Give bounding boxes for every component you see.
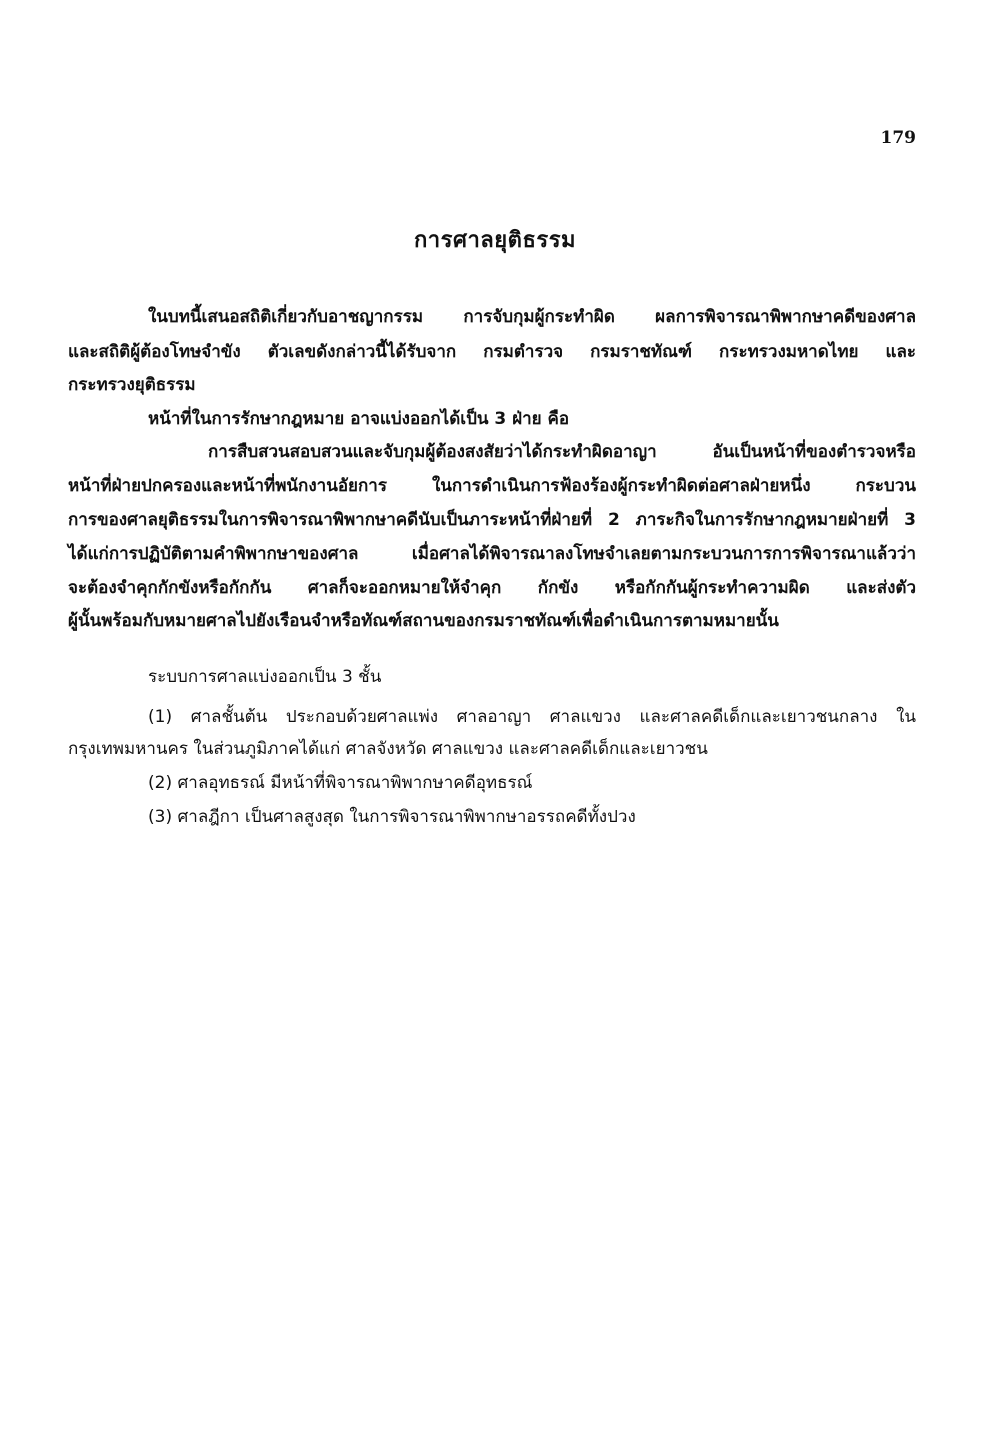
duties-line-2: หน้าที่ฝ่ายปกครองและหน้าที่พนักงานอัยการ ในการดำเนินการฟ้องร้องผู้กระทำผิดต่อศาลฝ่ายหนึ่ง กระบวน (68, 476, 916, 496)
page-number: 179 (880, 128, 916, 148)
court-item-1-line-1: (1) ศาลชั้นต้น ประกอบด้วยศาลแพ่ง ศาลอาญา ศาลแขวง และศาลคดีเด็กและเยาวชนกลาง ใน (148, 707, 916, 727)
court-item-2: (2) ศาลอุทธรณ์ มีหน้าที่พิจารณาพิพากษาคดีอุทธรณ์ (148, 773, 533, 793)
duties-line-3: การของศาลยุติธรรมในการพิจารณาพิพากษาคดีนับเป็นภาระหน้าที่ฝ่ายที่ 2 ภาระกิจในการรักษากฎหมายฝ่ายที่ 3 (68, 510, 916, 530)
intro-line-1: ในบทนี้เสนอสถิติเกี่ยวกับอาชญากรรม การจับกุมผู้กระทำผิด ผลการพิจารณาพิพากษาคดีของศาล (148, 307, 916, 327)
court-item-1-line-2: กรุงเทพมหานคร ในส่วนภูมิภาคได้แก่ ศาลจังหวัด ศาลแขวง และศาลคดีเด็กและเยาวชน (68, 739, 708, 759)
page-title: การศาลยุติธรรม (413, 228, 577, 253)
duties-line-4: ได้แก่การปฏิบัติตามคำพิพากษาของศาล เมื่อศาลได้พิจารณาลงโทษจำเลยตามกระบวนการการพิจารณาแล้วว่า (68, 544, 916, 564)
duties-heading: หน้าที่ในการรักษากฎหมาย อาจแบ่งออกได้เป็น 3 ฝ่าย คือ (148, 409, 570, 429)
intro-line-2: และสถิติผู้ต้องโทษจำขัง ตัวเลขดังกล่าวนี้ได้รับจาก กรมตำรวจ กรมราชทัณฑ์ กระทรวงมหาดไทย และ (68, 342, 916, 362)
court-item-3: (3) ศาลฎีกา เป็นศาลสูงสุด ในการพิจารณาพิพากษาอรรถคดีทั้งปวง (148, 807, 636, 827)
duties-line-1: การสืบสวนสอบสวนและจับกุมผู้ต้องสงสัยว่าได้กระทำผิดอาญา อันเป็นหน้าที่ของตำรวจหรือ (208, 442, 916, 462)
duties-line-6: ผู้นั้นพร้อมกับหมายศาลไปยังเรือนจำหรือทัณฑ์สถานของกรมราชทัณฑ์เพื่อดำเนินการตามหมายนั้น (68, 611, 779, 631)
intro-line-3: กระทรวงยุติธรรม (68, 375, 196, 395)
duties-line-5: จะต้องจำคุกกักขังหรือกักกัน ศาลก็จะออกหมายให้จำคุก กักขัง หรือกักกันผู้กระทำความผิด และส่งตัว (68, 578, 916, 598)
court-system-heading: ระบบการศาลแบ่งออกเป็น 3 ชั้น (148, 667, 382, 687)
